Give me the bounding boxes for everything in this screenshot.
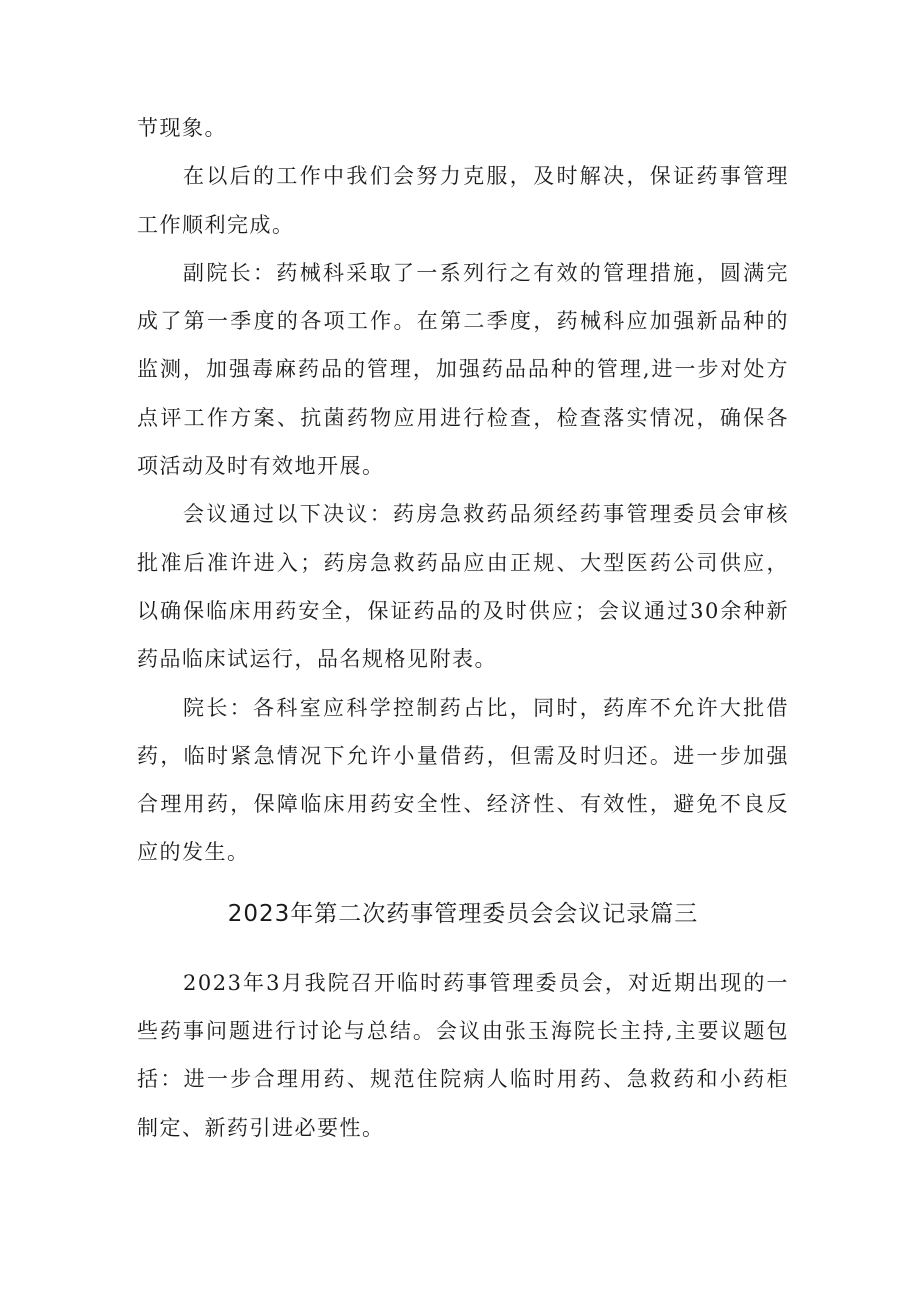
paragraph-commitment: 在以后的工作中我们会努力克服，及时解决，保证药事管理工作顺利完成。: [137, 164, 789, 237]
paragraph-vice-director: 副院长：药械科采取了一系列行之有效的管理措施，圆满完成了第一季度的各项工作。在第二季度，药械科应加强新品种的监测，加强毒麻药品的管理，加强药品品种的管理,进一步对处方点评工作方案、抗菌药物应用进行检查，检查落实情况，确保各项活动及时有效地开展。: [137, 260, 789, 479]
section-heading: 2023年第二次药事管理委员会会议记录篇三: [227, 900, 699, 927]
paragraph-director: 院长：各科室应科学控制药占比，同时，药库不允许大批借药，临时紧急情况下允许小量借药，但需及时归还。进一步加强合理用药，保障临床用药安全性、经济性、有效性，避免不良反应的发生。: [137, 695, 789, 865]
paragraph-continuation: 节现象。: [137, 116, 227, 140]
document-page: [137, 104, 789, 1152]
paragraph-resolution: 会议通过以下决议：药房急救药品须经药事管理委员会审核批准后准许进入；药房急救药品应由正规、大型医药公司供应，以确保临床用药安全，保证药品的及时供应；会议通过30余种新药品临床试运行，品名规格见附表。: [137, 502, 789, 672]
paragraph-meeting-intro: 2023年3月我院召开临时药事管理委员会，对近期出现的一些药事问题进行讨论与总结。会议由张玉海院长主持,主要议题包括：进一步合理用药、规范住院病人临时用药、急救药和小药柜制定、新药引进必要性。: [137, 970, 789, 1140]
